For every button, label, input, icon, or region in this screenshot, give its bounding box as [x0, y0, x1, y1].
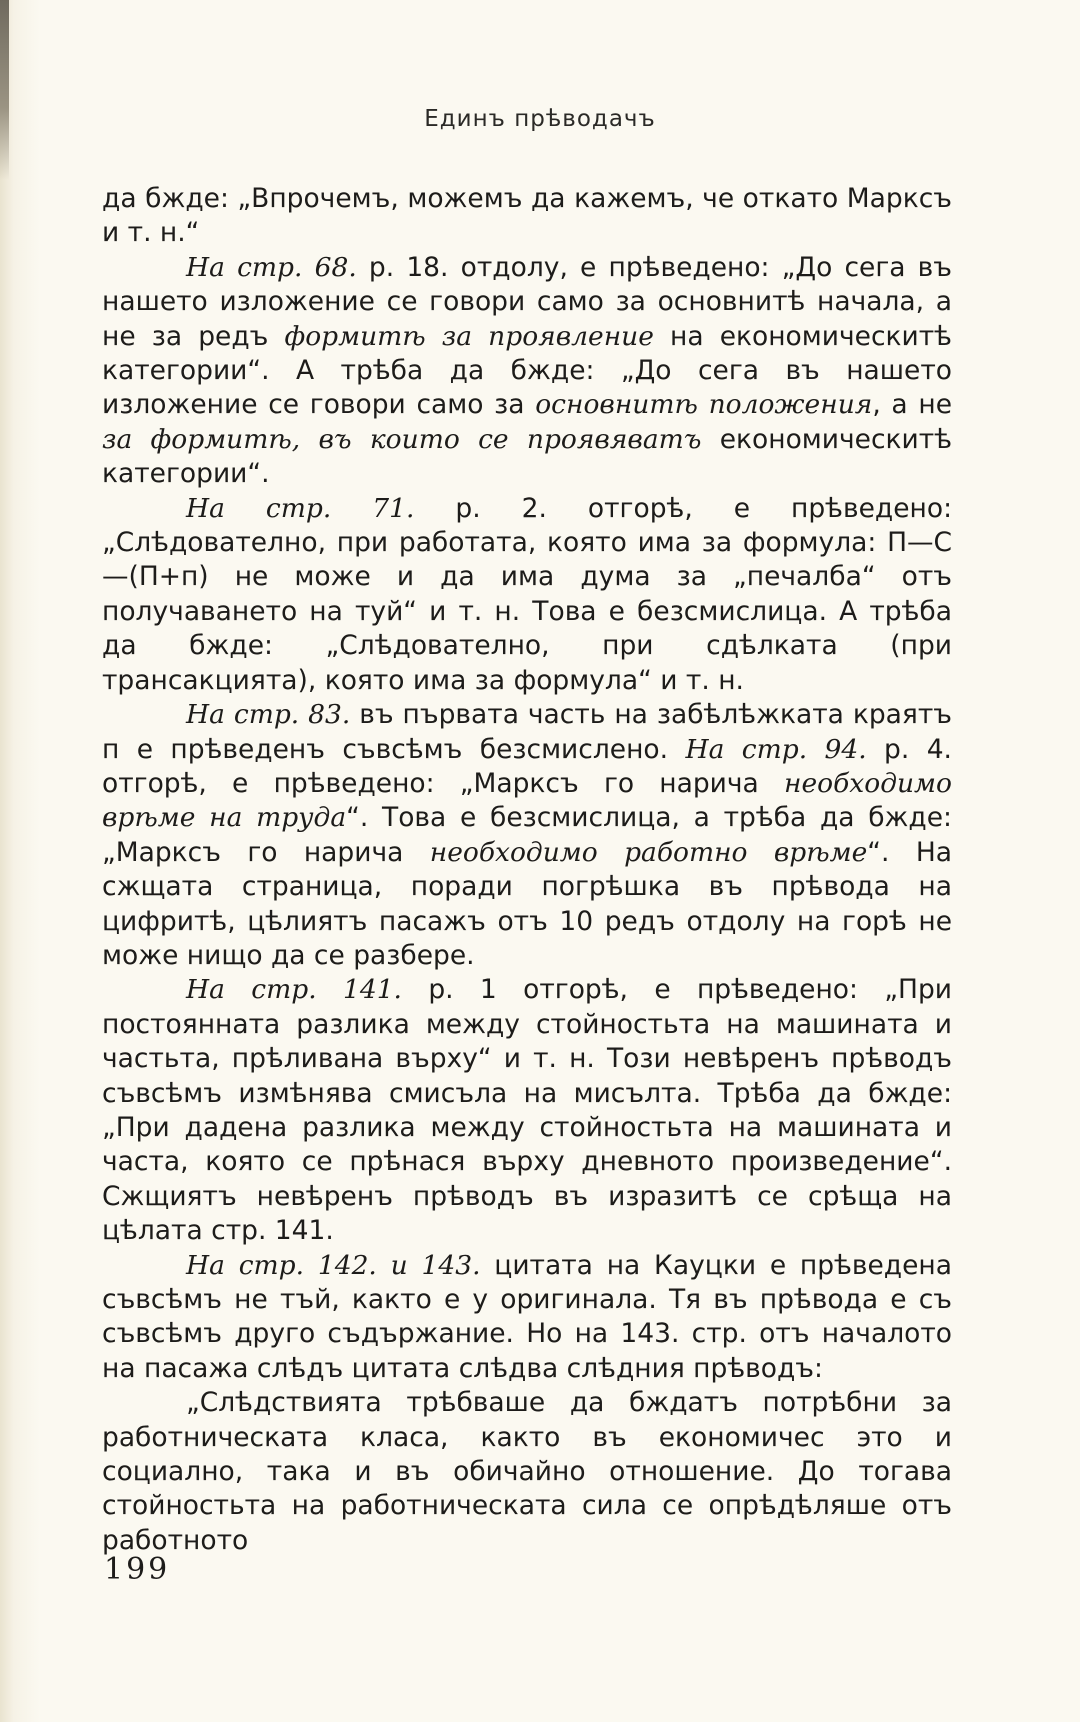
text-run: р. 1 отгорѣ, е прѣведено: „При постоянната разлика между стойностьта на машината и частьта, прѣливана върху“ и т. н. Този невѣренъ прѣводъ съвсѣмъ измѣнява смисъла на мисълта. Трѣба да бжде: „При дадена разлика между стойностьта на машината и часта, която се прѣнася върху дневното произведение“. Сжщиятъ невѣренъ прѣводъ въ изразитѣ се срѣща на цѣлата стр. 141. — [102, 974, 953, 1247]
paragraph — [102, 1249, 952, 1387]
text-run: “. На сжщата страница, поради погрѣшка въ прѣвода на цифритѣ, цѣлиятъ пасажъ отъ 10 редъ отдолу на горѣ не може нищо да се разбере. — [102, 836, 952, 971]
paragraph — [102, 1386, 952, 1558]
text-run: р. 2. отгорѣ, е прѣведено: „Слѣдователно, при работата, която има за формула: П—С—(П+п) не може и да има дума за „печалба“ отъ получаването на туй“ и т. н. Това е безсмислица. А трѣба да бжде: „Слѣдователно, при сдѣлката (при трансакцията), която има за формула“ и т. н. — [102, 492, 952, 696]
paragraph — [102, 492, 952, 698]
binding-edge-shadow — [0, 0, 9, 180]
running-header-title: Единъ прѣводачъ — [424, 106, 656, 132]
text-run: р. 4. отгорѣ, е прѣведено: „Марксъ го нарича — [102, 733, 952, 799]
page-reference: На стр. 71. — [186, 492, 415, 524]
paragraph — [102, 251, 952, 492]
paragraph — [102, 698, 952, 973]
page-reference: На стр. 141. — [186, 974, 402, 1006]
text-run: да бжде: „Впрочемъ, можемъ да кажемъ, че откато Марксъ и т. н.“ — [102, 183, 952, 249]
text-run: „Слѣдствията трѣбваше да бждатъ потрѣбни за работническата класа, както въ економичес это и социално, така и въ обичайно отношение. До тогава стойностьта на работническата сила се опрѣдѣляше отъ работното — [102, 1387, 952, 1556]
text-run: р. 18. отдолу, е прѣведено: „До сега въ нашето изложение се говори само за основнитѣ начала, а не за редъ — [102, 251, 952, 352]
italic-phrase: формитѣ за проявление — [284, 320, 654, 352]
text-run: цитата на Кауцки е прѣведена съвсѣмъ не тъй, както е у оригинала. Тя въ прѣвода е съ съвсѣмъ друго съдържание. Но на 143. стр. отъ началото на пасажа слѣдъ цитата слѣдва слѣдния прѣводъ: — [102, 1249, 952, 1384]
text-run: въ първата часть на забѣлѣжката краятъ п е прѣведенъ съвсѣмъ безсмислено. — [102, 699, 952, 765]
page-reference: На стр. 94. — [685, 733, 867, 765]
paragraph — [102, 182, 952, 251]
page-reference: На стр. 83. — [186, 699, 351, 731]
text-run: “. Това е безсмислица, а трѣба да бжде: „Марксъ го нарича — [102, 802, 952, 868]
body-text — [102, 182, 952, 1558]
page-number: 199 — [104, 1552, 171, 1587]
text-run: економическитѣ категории“. — [102, 423, 952, 490]
paragraph — [102, 973, 952, 1248]
text-run: на економическитѣ категории“. А трѣба да бжде: „До сега въ нашето изложение се говори само за — [102, 320, 952, 421]
italic-phrase: за формитѣ, въ които се проявяватъ — [102, 423, 702, 455]
text-run: , а не — [872, 389, 953, 421]
page-reference: На стр. 142. и 143. — [186, 1249, 481, 1281]
italic-phrase: необходимо врѣме на труда — [102, 767, 952, 834]
page-reference: На стр. 68. — [186, 251, 357, 283]
italic-phrase: необходимо работно врѣме — [429, 836, 868, 868]
italic-phrase: основнитѣ положения — [535, 389, 873, 421]
